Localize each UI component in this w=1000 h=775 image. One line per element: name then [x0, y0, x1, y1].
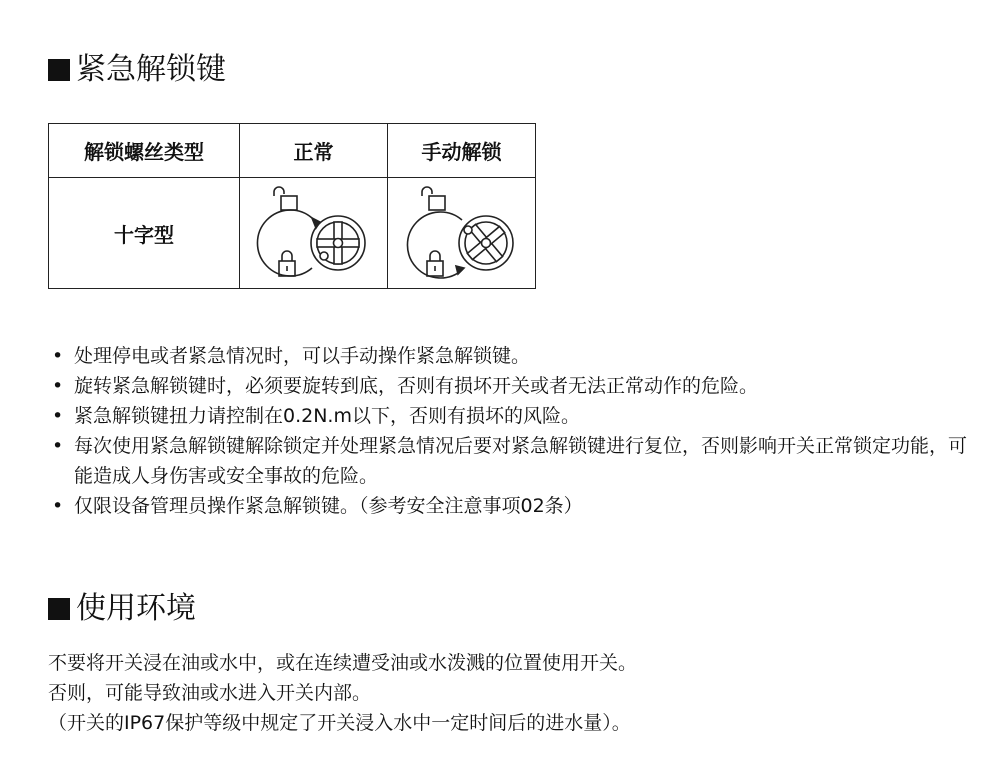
locked-padlock-icon	[279, 251, 295, 276]
note-text: 旋转紧急解锁键时，必须要旋转到底，否则有损坏开关或者无法正常动作的危险。	[74, 375, 759, 397]
cross-screw-icon	[407, 212, 515, 278]
cross-screw-icon	[257, 210, 365, 276]
section-title-text: 紧急解锁键	[76, 52, 226, 87]
unlocked-padlock-icon	[274, 187, 297, 210]
section-title-text: 使用环境	[76, 591, 196, 626]
list-item	[48, 491, 978, 521]
environment-line: 否则，可能导致油或水进入开关内部。	[48, 682, 372, 704]
bullet: •	[52, 495, 64, 517]
section-title-environment	[48, 589, 196, 629]
header-normal: 正常	[240, 124, 388, 178]
bullet: •	[52, 375, 64, 397]
square-bullet-icon	[48, 598, 70, 620]
manual-position-diagram	[392, 180, 532, 286]
list-item	[48, 401, 978, 431]
note-text: 紧急解锁键扭力请控制在0.2N.m以下，否则有损坏的风险。	[74, 405, 580, 427]
environment-line: （开关的IP67保护等级中规定了开关浸入水中一定时间后的进水量）。	[48, 712, 631, 734]
header-manual-unlock: 手动解锁	[388, 124, 536, 178]
environment-text	[48, 648, 978, 738]
bullet: •	[52, 435, 64, 457]
manual-unlock-diagram	[388, 178, 536, 289]
unlocked-padlock-icon	[422, 187, 445, 210]
safety-notes-list	[48, 341, 978, 521]
environment-line: 不要将开关浸在油或水中，或在连续遭受油或水泼溅的位置使用开关。	[48, 652, 638, 674]
bullet: •	[52, 345, 64, 367]
bullet: •	[52, 405, 64, 427]
header-screw-type: 解锁螺丝类型	[49, 124, 240, 178]
row-label-cross: 十字型	[49, 178, 240, 289]
table-row	[49, 178, 536, 289]
table-header-row	[49, 124, 536, 178]
note-text: 仅限设备管理员操作紧急解锁键。（参考安全注意事项02条）	[74, 495, 583, 517]
list-item	[48, 431, 978, 491]
locked-padlock-icon	[427, 251, 443, 276]
note-text: 处理停电或者紧急情况时，可以手动操作紧急解锁键。	[74, 345, 531, 367]
section-title-emergency-unlock	[48, 50, 226, 90]
square-bullet-icon	[48, 59, 70, 81]
normal-position-diagram	[244, 180, 384, 286]
note-text: 每次使用紧急解锁键解除锁定并处理紧急情况后要对紧急解锁键进行复位，否则影响开关正常锁定功能，可能造成人身伤害或安全事故的危险。	[74, 435, 968, 487]
unlock-table	[48, 123, 536, 289]
list-item	[48, 341, 978, 371]
list-item	[48, 371, 978, 401]
normal-diagram	[240, 178, 388, 289]
